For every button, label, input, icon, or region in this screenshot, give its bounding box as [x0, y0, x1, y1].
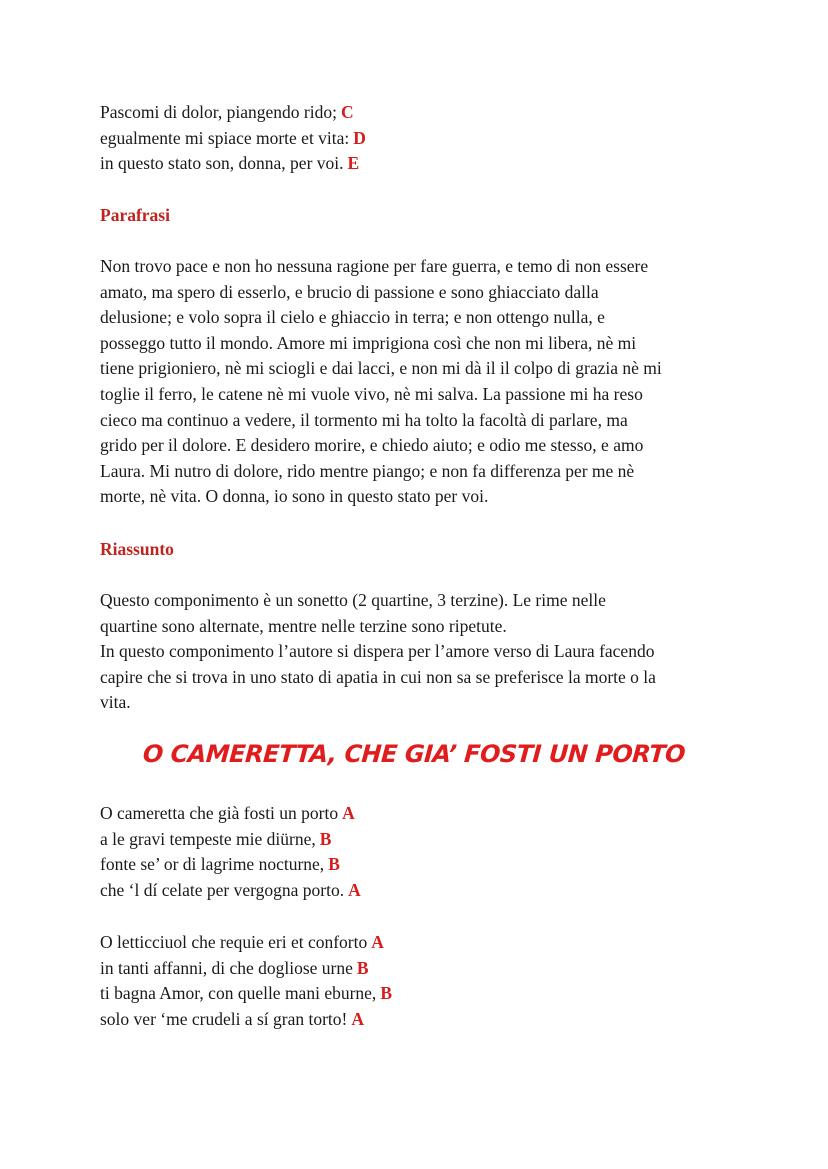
verse-line: egualmente mi spiace morte et vita: D [100, 127, 366, 148]
rhyme-letter: A [348, 879, 361, 900]
stanza-top [100, 100, 740, 177]
verse-line: in questo stato son, donna, per voi. E [100, 153, 360, 174]
riassunto-heading: Riassunto [100, 539, 174, 559]
rhyme-letter: A [351, 1008, 364, 1029]
rhyme-letter: B [380, 983, 392, 1004]
rhyme-letter: B [356, 957, 369, 978]
rhyme-letter: A [342, 803, 355, 823]
rhyme-letter: A [371, 932, 384, 952]
verse-line: O cameretta che già fosti un porto A [100, 803, 355, 823]
rhyme-letter: C [340, 102, 354, 122]
verse-line: solo ver ‘me crudeli a sí gran torto! A [100, 1008, 364, 1029]
verse-line: che ‘l dí celate per vergogna porto. A [100, 879, 361, 900]
stanza-1 [100, 801, 740, 903]
verse-line: O letticciuol che requie eri et conforto A [100, 932, 384, 952]
parafrasi-paragraph: Non trovo pace e non ho nessuna ragione per fare guerra, e temo di non essere amato, ma spero di esserlo, e brucio di passione e sono ghiacciato dalla delusione; e volo sopra il cielo e ghiaccio in terra; e non ottengo nulla, e posseggo tutto il mondo. Amore mi imprigiona così che non mi libera, nè mi tiene prigioniero, nè mi sciogli e dai lacci, e non mi dà il il colpo di grazia nè mi toglie il ferro, le catene nè mi vuole vivo, nè mi salva. La passione mi ha reso cieco ma continuo a vedere, il tormento mi ha tolto la facoltà di parlare, ma grido per il dolore. E desidero morire, e chiedo aiuto; e odio me stesso, e amo Laura. Mi nutro di dolore, rido mentre piango; e non fa differenza per me nè morte, nè vita. O donna, io sono in questo stato per voi. [100, 256, 662, 507]
stanza-2 [100, 930, 740, 1032]
verse-line: ti bagna Amor, con quelle mani eburne, B [100, 983, 392, 1004]
parafrasi-heading: Parafrasi [100, 205, 170, 225]
riassunto-paragraph: Questo componimento è un sonetto (2 quartine, 3 terzine). Le rime nelle quartine sono alternate, mentre nelle terzine sono ripetute. In questo componimento l’autore si dispera per l’amore verso di Laura facendo capire che si trova in uno stato di apatia in cui non sa se preferisce la morte o la vita. [100, 590, 656, 713]
rhyme-letter: B [319, 828, 332, 849]
rhyme-letter: E [347, 153, 360, 174]
rhyme-letter: D [353, 127, 366, 148]
rhyme-letter: B [328, 854, 340, 875]
verse-line: a le gravi tempeste mie diürne, B [100, 828, 332, 849]
verse-line: in tanti affanni, di che dogliose urne B [100, 957, 369, 978]
verse-line: Pascomi di dolor, piangendo rido; C [100, 102, 354, 122]
poem-title: O CAMERETTA, CHE GIA’ FOSTI UN PORTO [142, 740, 686, 768]
verse-line: fonte se’ or di lagrime nocturne, B [100, 854, 340, 875]
